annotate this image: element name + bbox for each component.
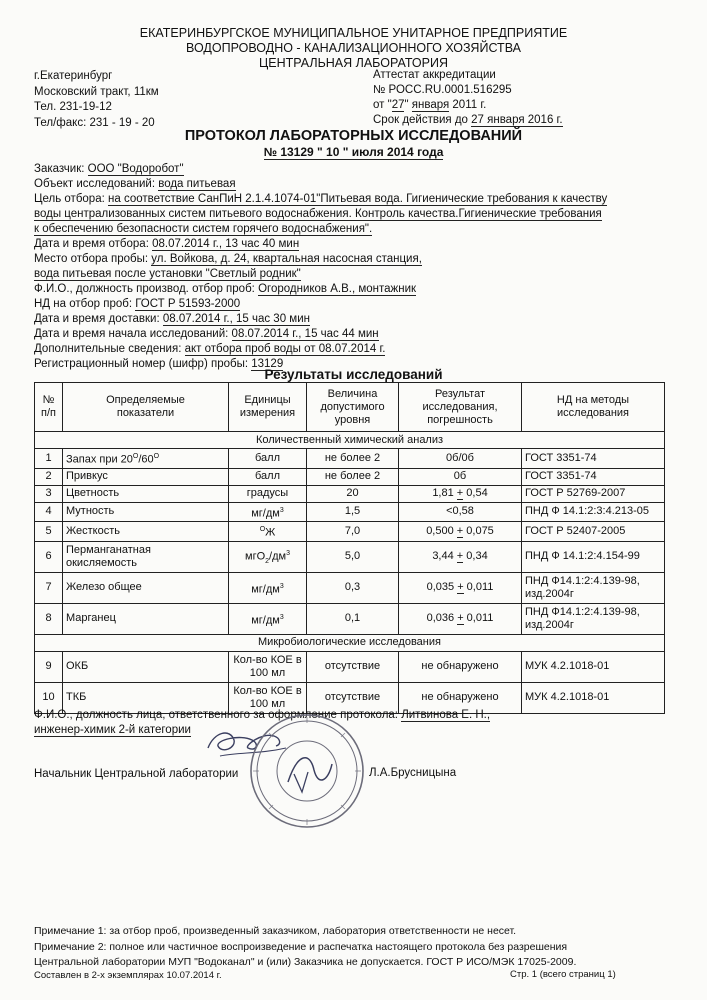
row-method: ПНД Ф14.1:2:4.139-98, изд.2004г <box>522 572 665 603</box>
row-result: 3,44 + 0,34 <box>399 541 522 572</box>
row-indicator: Марганец <box>63 603 229 634</box>
row-indicator: Железо общее <box>63 572 229 603</box>
row-method: ГОСТ Р 52407-2005 <box>522 522 665 542</box>
section-row-micro <box>35 634 665 651</box>
start-line: Дата и время начала исследований: 08.07.2014 г., 15 час 44 мин <box>34 328 379 340</box>
purpose-line-2: воды централизованных систем питьевого водоснабжения. Контроль качества.Гигиенические требования <box>34 208 602 220</box>
row-allowed: не более 2 <box>307 468 399 485</box>
row-allowed: 5,0 <box>307 541 399 572</box>
purpose-line-1: Цель отбора: на соответствие СанПиН 2.1.4.1074-01"Питьевая вода. Гигиенические требования к качеству <box>34 193 608 205</box>
customer-line: Заказчик: ООО "Водоробот" <box>34 163 184 175</box>
table-row <box>35 485 665 502</box>
responsible-line: Ф.И.О., должность лица, ответственного за оформление протокола: Литвинова Е. Н., <box>34 709 491 721</box>
note-2-line-2: Центральной лаборатории МУП "Водоканал" и (или) Заказчика не допускается. ГОСТ Р ИСО/МЭК 17025-2009. <box>34 956 577 968</box>
header-allowed: Величина допустимого уровня <box>307 383 399 432</box>
row-allowed: отсутствие <box>307 651 399 682</box>
row-method: ГОСТ 3351-74 <box>522 468 665 485</box>
head-label: Начальник Центральной лаборатории <box>34 768 239 780</box>
row-indicator: Запах при $20^O/60^O$ <box>63 449 229 469</box>
row-unit: балл <box>229 449 307 469</box>
place-line-1: Место отбора пробы: ул. Войкова, д. 24, квартальная насосная станция, <box>34 253 422 265</box>
row-method: ПНД Ф14.1:2:4.139-98, изд.2004г <box>522 603 665 634</box>
table-row <box>35 522 665 542</box>
place-line-2: вода питьевая после установки "Светлый родник" <box>34 268 301 280</box>
row-unit: Кол-во КОЕ в 100 мл <box>229 682 307 713</box>
protocol-title: ПРОТОКОЛ ЛАБОРАТОРНЫХ ИССЛЕДОВАНИЙ <box>184 128 523 144</box>
row-unit: $мгО_2/дм^3$ <box>229 541 307 572</box>
address-city: г.Екатеринбург <box>34 70 113 82</box>
row-indicator: Цветность <box>63 485 229 502</box>
table-row <box>35 449 665 469</box>
row-allowed: 7,0 <box>307 522 399 542</box>
address-phone: Тел. 231-19-12 <box>34 101 112 113</box>
row-method: ПНД Ф 14.1:2:4.154-99 <box>522 541 665 572</box>
org-line-1: ЕКАТЕРИНБУРГСКОЕ МУНИЦИПАЛЬНОЕ УНИТАРНОЕ ПРЕДПРИЯТИЕ <box>139 26 568 40</box>
row-unit: балл <box>229 468 307 485</box>
protocol-number: № 13129 " 10 " июля 2014 года <box>263 145 444 159</box>
responsible-position: инженер-химик 2-й категории <box>34 724 191 736</box>
row-result: не обнаружено <box>399 651 522 682</box>
table-row <box>35 651 665 682</box>
row-num: 6 <box>35 541 63 572</box>
row-allowed: 0,3 <box>307 572 399 603</box>
table-row <box>35 502 665 522</box>
header-method: НД на методы исследования <box>522 383 665 432</box>
delivery-line: Дата и время доставки: 08.07.2014 г., 15 час 30 мин <box>34 313 310 325</box>
org-line-2: ВОДОПРОВОДНО - КАНАЛИЗАЦИОННОГО ХОЗЯЙСТВА <box>186 41 521 55</box>
row-allowed: 20 <box>307 485 399 502</box>
header-num: № п/п <box>35 383 63 432</box>
row-allowed: не более 2 <box>307 449 399 469</box>
row-num: 3 <box>35 485 63 502</box>
note-2-line-1: Примечание 2: полное или частичное воспроизведение и распечатка настоящего протокола без разрешения <box>34 941 568 953</box>
row-num: 4 <box>35 502 63 522</box>
row-method: ГОСТ Р 52769-2007 <box>522 485 665 502</box>
table-header-row <box>35 383 665 432</box>
results-title: Результаты исследований <box>264 367 443 382</box>
row-result: 0б/0б <box>399 449 522 469</box>
table-row <box>35 603 665 634</box>
row-result: 0,500 + 0,075 <box>399 522 522 542</box>
row-unit: $мг/дм^3$ <box>229 502 307 522</box>
org-line-3: ЦЕНТРАЛЬНАЯ ЛАБОРАТОРИЯ <box>259 56 448 70</box>
section-chem: Количественный химический анализ <box>35 432 665 449</box>
row-result: 0б <box>399 468 522 485</box>
extra-line: Дополнительные сведения: акт отбора проб воды от 08.07.2014 г. <box>34 343 386 355</box>
head-name: Л.А.Брусницына <box>369 767 457 779</box>
accreditation-number: № РОСС.RU.0001.516295 <box>373 84 512 96</box>
row-result: 0,035 + 0,011 <box>399 572 522 603</box>
row-indicator: ТКБ <box>63 682 229 713</box>
row-indicator: Привкус <box>63 468 229 485</box>
header-indicator: Определяемые показатели <box>63 383 229 432</box>
row-num: 7 <box>35 572 63 603</box>
object-line: Объект исследований: вода питьевая <box>34 178 236 190</box>
nd-line: НД на отбор проб: ГОСТ Р 51593-2000 <box>34 298 241 310</box>
results-table <box>34 382 665 714</box>
row-indicator: Жесткость <box>63 522 229 542</box>
row-result: 0,036 + 0,011 <box>399 603 522 634</box>
section-row-chem <box>35 432 665 449</box>
sampling-time-line: Дата и время отбора: 08.07.2014 г., 13 час 40 мин <box>34 238 300 250</box>
row-allowed: отсутствие <box>307 682 399 713</box>
header-result: Результат исследования, погрешность <box>399 383 522 432</box>
row-result: не обнаружено <box>399 682 522 713</box>
row-result: <0,58 <box>399 502 522 522</box>
accreditation-date: от "27" января 2011 г. <box>373 99 487 111</box>
address-fax: Тел/факс: 231 - 19 - 20 <box>34 117 155 129</box>
row-num: 1 <box>35 449 63 469</box>
accreditation-label: Аттестат аккредитации <box>373 69 496 81</box>
row-unit: Кол-во КОЕ в 100 мл <box>229 651 307 682</box>
table-row <box>35 468 665 485</box>
row-num: 9 <box>35 651 63 682</box>
row-num: 8 <box>35 603 63 634</box>
table-row <box>35 541 665 572</box>
row-allowed: 1,5 <box>307 502 399 522</box>
note-1: Примечание 1: за отбор проб, произведенный заказчиком, лаборатория ответственности не несет. <box>34 925 517 937</box>
accreditation-valid: Срок действия до 27 января 2016 г. <box>373 114 563 126</box>
row-num: 10 <box>35 682 63 713</box>
address-street: Московский тракт, 11км <box>34 86 159 98</box>
sampler-line: Ф.И.О., должность производ. отбор проб: Огородников А.В., монтажник <box>34 283 417 295</box>
round-stamp-icon <box>248 712 366 830</box>
section-micro: Микробиологические исследования <box>35 634 665 651</box>
page-number: Стр. 1 (всего страниц 1) <box>510 969 616 980</box>
row-unit: $^О$Ж <box>229 522 307 542</box>
row-method: МУК 4.2.1018-01 <box>522 682 665 713</box>
row-unit: $мг/дм^3$ <box>229 572 307 603</box>
row-num: 2 <box>35 468 63 485</box>
row-method: МУК 4.2.1018-01 <box>522 651 665 682</box>
table-row <box>35 572 665 603</box>
row-unit: $мг/дм^3$ <box>229 603 307 634</box>
row-method: ПНД Ф 14.1:2:3:4.213-05 <box>522 502 665 522</box>
header-units: Единицы измерения <box>229 383 307 432</box>
row-unit: градусы <box>229 485 307 502</box>
row-allowed: 0,1 <box>307 603 399 634</box>
row-indicator: Перманганатная окисляемость <box>63 541 229 572</box>
row-num: 5 <box>35 522 63 542</box>
purpose-line-3: к обеспечению безопасности систем горячего водоснабжения". <box>34 223 373 235</box>
row-result: 1,81 + 0,54 <box>399 485 522 502</box>
row-method: ГОСТ 3351-74 <box>522 449 665 469</box>
reg-line: Регистрационный номер (шифр) пробы: 13129 <box>34 358 284 370</box>
row-indicator: ОКБ <box>63 651 229 682</box>
copies-note: Составлен в 2-х экземплярах 10.07.2014 г. <box>34 970 222 981</box>
row-indicator: Мутность <box>63 502 229 522</box>
